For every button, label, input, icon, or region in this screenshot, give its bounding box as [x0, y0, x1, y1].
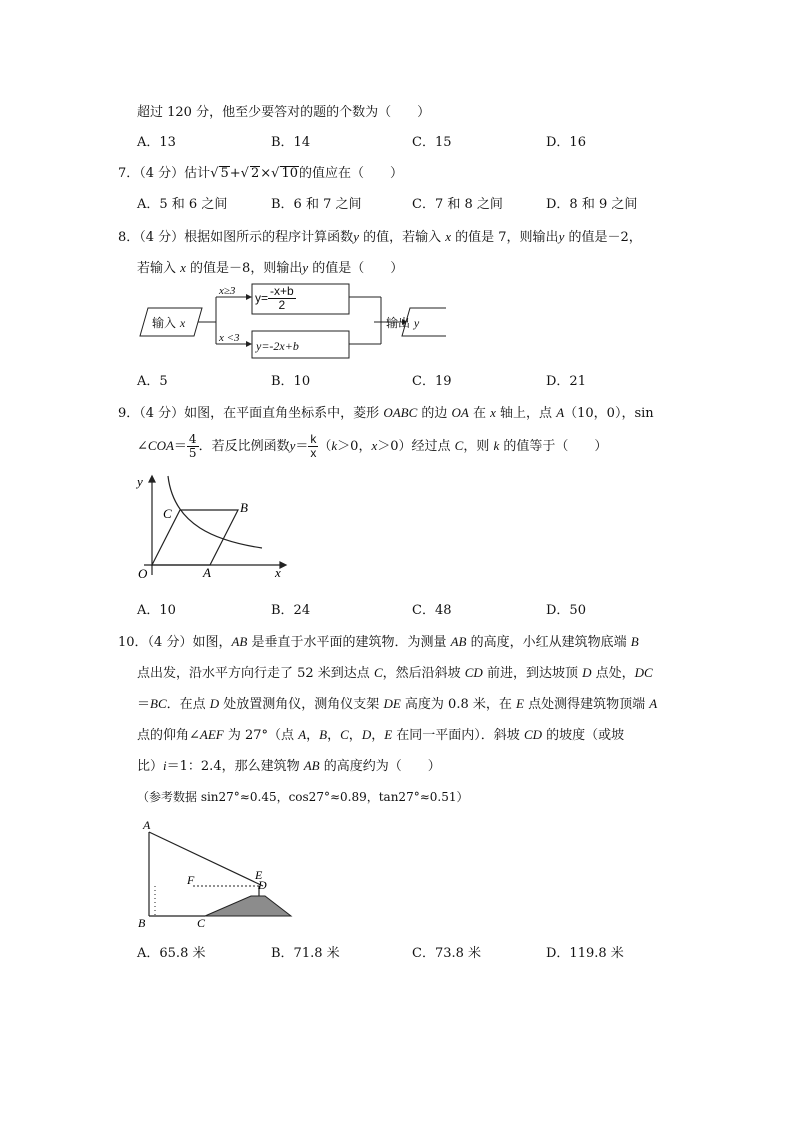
q8-stem-line1: 8．（4 分）根据如图所示的程序计算函数y 的值，若输入 x 的值是 7，则输出y 的值是－2，	[118, 229, 642, 245]
q9-coordinate-figure	[130, 470, 300, 585]
flow-cond-bottom: x <3	[219, 332, 240, 344]
label-c: C	[163, 506, 172, 521]
label-x: x	[275, 565, 281, 580]
flow-formula-bottom: y=-2x+b	[256, 339, 299, 353]
q6-option-a[interactable]: A．13	[137, 135, 176, 150]
q7-option-c[interactable]: C．7 和 8 之间	[412, 197, 503, 212]
sight-line-ae	[149, 832, 263, 886]
q9-stem-line1: 9．（4 分）如图，在平面直角坐标系中，菱形 OABC 的边 OA 在 x 轴上，点 A（10，0），sin	[118, 405, 654, 421]
label-f: F	[187, 873, 195, 887]
label-o: O	[138, 566, 148, 581]
q10-option-b[interactable]: B．71.8 米	[271, 946, 340, 961]
q6-option-b[interactable]: B．14	[271, 135, 311, 150]
q6-option-c[interactable]: C．15	[412, 135, 452, 150]
q10-stem-line4: 点的仰角∠AEF 为 27°（点 A，B，C，D，E 在同一平面内）．斜坡 CD 的坡度（或坡	[137, 727, 625, 743]
q8-option-b[interactable]: B．10	[271, 374, 311, 389]
q6-stem: 超过 120 分，他至少要答对的题的个数为（ ）	[137, 105, 431, 120]
label-e: E	[255, 868, 263, 882]
q8-stem-line2: 若输入 x 的值是－8，则输出y 的值是（ ）	[137, 260, 404, 276]
q9-option-c[interactable]: C．48	[412, 603, 452, 618]
q9-stem-line2: ∠COA＝ $\frac{4}{5}$ ．若反比例函数y＝ $\frac{k}{x}$ （k＞0，x＞0）经过点 C，则 k 的值等于（ ）	[137, 432, 608, 460]
q9-option-b[interactable]: B．24	[271, 603, 311, 618]
q8-option-a[interactable]: A．5	[137, 374, 168, 389]
q9-option-a[interactable]: A．10	[137, 603, 176, 618]
q8-option-c[interactable]: C．19	[412, 374, 452, 389]
q7-option-d[interactable]: D．8 和 9 之间	[546, 197, 638, 212]
flow-formula-top: y= $\frac{-x+b}{2}$	[255, 284, 294, 312]
q10-option-a[interactable]: A．65.8 米	[137, 946, 206, 961]
q7-option-a[interactable]: A．5 和 6 之间	[137, 197, 228, 212]
q7-option-b[interactable]: B．6 和 7 之间	[271, 197, 362, 212]
q10-reference-data: （参考数据 sin27°≈0.45，cos27°≈0.89，tan27°≈0.51）	[137, 790, 469, 804]
q7-stem: 7．（4 分）估计√ 5+√ 2×√ 10的值应在（ ）	[118, 166, 404, 181]
flow-cond-top: x≥3	[219, 285, 236, 297]
label-a: A	[203, 565, 211, 580]
label-y: y	[137, 474, 143, 489]
label-a: A	[143, 818, 151, 832]
q8-option-d[interactable]: D．21	[546, 374, 586, 389]
q10-stem-line1: 10．（4 分）如图，AB 是垂直于水平面的建筑物．为测量 AB 的高度，小红从建筑物底端 B	[118, 634, 639, 650]
label-b: B	[138, 916, 146, 930]
q10-option-d[interactable]: D．119.8 米	[546, 946, 624, 961]
flow-output-label: 输出 y	[386, 316, 420, 330]
q6-option-d[interactable]: D．16	[546, 135, 586, 150]
q9-option-d[interactable]: D．50	[546, 603, 586, 618]
flow-input-label: 输入 x	[152, 316, 186, 330]
q10-option-c[interactable]: C．73.8 米	[412, 946, 482, 961]
q10-stem-line2: 点出发，沿水平方向行走了 52 米到达点 C，然后沿斜坡 CD 前进，到达坡顶 D 点处，DC	[137, 665, 653, 681]
q10-stem-line3: ＝BC．在点 D 处放置测角仪，测角仪支架 DE 高度为 0.8 米，在 E 点处测得建筑物顶端 A	[137, 696, 658, 712]
label-d: D	[258, 878, 267, 892]
q10-stem-line5: 比）i＝1：2.4，那么建筑物 AB 的高度约为（ ）	[137, 758, 441, 774]
q10-slope-figure	[135, 814, 305, 934]
slope-shaded	[205, 896, 291, 916]
label-b: B	[240, 500, 248, 515]
label-c: C	[197, 916, 206, 930]
sqrt-symbol: √	[210, 166, 219, 181]
